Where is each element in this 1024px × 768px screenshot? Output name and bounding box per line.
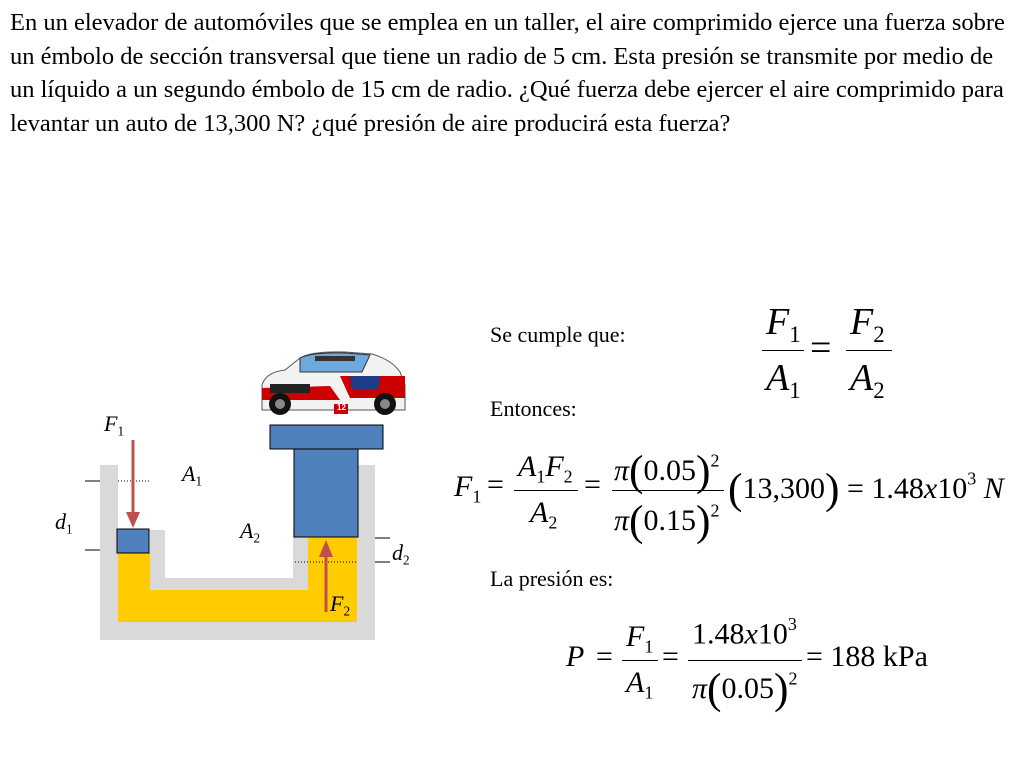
race-car	[262, 352, 405, 415]
hydraulic-lift-diagram	[80, 345, 440, 655]
label-f2: $F_2$	[330, 591, 351, 619]
label-se-cumple: Se cumple que:	[490, 322, 626, 347]
label-f1: $F_1$	[104, 411, 125, 439]
large-piston	[294, 449, 358, 537]
label-d1: $d_1$	[55, 509, 73, 537]
lift-platform	[270, 425, 383, 449]
force-arrow-f1	[126, 440, 140, 528]
label-a1: $A_1$	[182, 461, 203, 489]
label-d2: $d_2$	[392, 540, 410, 568]
small-piston	[117, 529, 149, 553]
label-entonces: Entonces:	[490, 396, 577, 421]
problem-statement: En un elevador de automóviles que se emplea en un taller, el aire comprimido ejerce una fuerza sobre un émbolo de sección transversal que tiene un radio de 5 cm. Esta presión se transmite por medio de un líquido a un segundo émbolo de 15 cm de radio. ¿Qué fuerza debe ejercer el aire comprimido para levantar un auto de 13,300 N? ¿qué presión de aire producirá esta fuerza?	[10, 9, 1005, 137]
label-la-presion: La presión es:	[490, 566, 614, 591]
container-divider	[150, 530, 308, 590]
car-number: 12	[337, 403, 346, 412]
label-a2: $A_2$	[240, 518, 261, 546]
